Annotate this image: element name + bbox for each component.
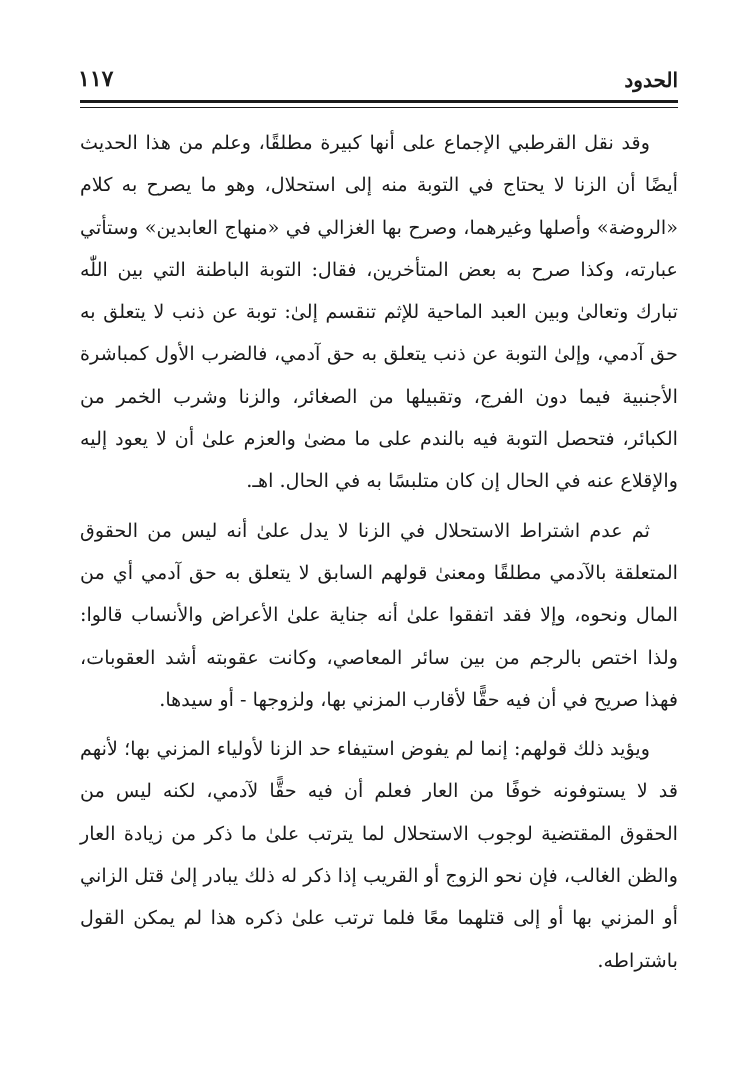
paragraph-3: ويؤيد ذلك قولهم: إنما لم يفوض استيفاء حد الزنا لأولياء المزني بها؛ لأنهم قد لا يستوفونه خوفًا من العار فعلم أن فيه حقًّا لآدمي، لكنه ليس من الحقوق المقتضية لوجوب الاستحلال لما يترتب علىٰ ما ذكر من زيادة العار والظن الغالب، فإن نحو الزوج أو القريب إذا ذكر له ذلك يبادر إلىٰ قتل الزاني أو المزني بها أو إلى قتلهما معًا فلما ترتب علىٰ ذكره هذا لم يمكن القول باشتراطه. — [80, 737, 678, 972]
header-rule-thick — [80, 100, 678, 103]
chapter-title: الحدود — [624, 68, 678, 92]
page-number: ١١٧ — [78, 66, 114, 92]
body-text — [80, 122, 678, 982]
running-header — [78, 62, 678, 96]
header-rule-thin — [80, 107, 678, 108]
paragraph-1: وقد نقل القرطبي الإجماع على أنها كبيرة مطلقًا، وعلم من هذا الحديث أيضًا أن الزنا لا يحتاج في التوبة منه إلى استحلال، وهو ما يصرح به كلام «الروضة» وأصلها وغيرهما، وصرح بها الغزالي في «منهاج العابدين» وستأتي عبارته، وكذا صرح به بعض المتأخرين، فقال: التوبة الباطنة التي بين اللّٰه تبارك وتعالىٰ وبين العبد الماحية للإثم تنقسم إلىٰ: توبة عن ذنب لا يتعلق به حق آدمي، وإلىٰ التوبة عن ذنب يتعلق به حق آدمي، فالضرب الأول كمباشرة الأجنبية فيما دون الفرج، وتقبيلها من الصغائر، والزنا وشرب الخمر من الكبائر، فتحصل التوبة فيه بالندم على ما مضىٰ والعزم علىٰ أن لا يعود إليه والإقلاع عنه في الحال إن كان متلبسًا به في الحال. اهـ. — [80, 131, 678, 493]
paragraph-2: ثم عدم اشتراط الاستحلال في الزنا لا يدل علىٰ أنه ليس من الحقوق المتعلقة بالآدمي مطلقًا ومعنىٰ قولهم السابق لا يتعلق به حق آدمي أي من المال ونحوه، وإلا فقد اتفقوا علىٰ أنه جناية علىٰ الأعراض والأنساب قالوا: ولذا اختص بالرجم من بين سائر المعاصي، وكانت عقوبته أشد العقوبات، فهذا صريح في أن فيه حقًّا لأقارب المزني بها، ولزوجها - أو سيدها. — [80, 518, 678, 711]
